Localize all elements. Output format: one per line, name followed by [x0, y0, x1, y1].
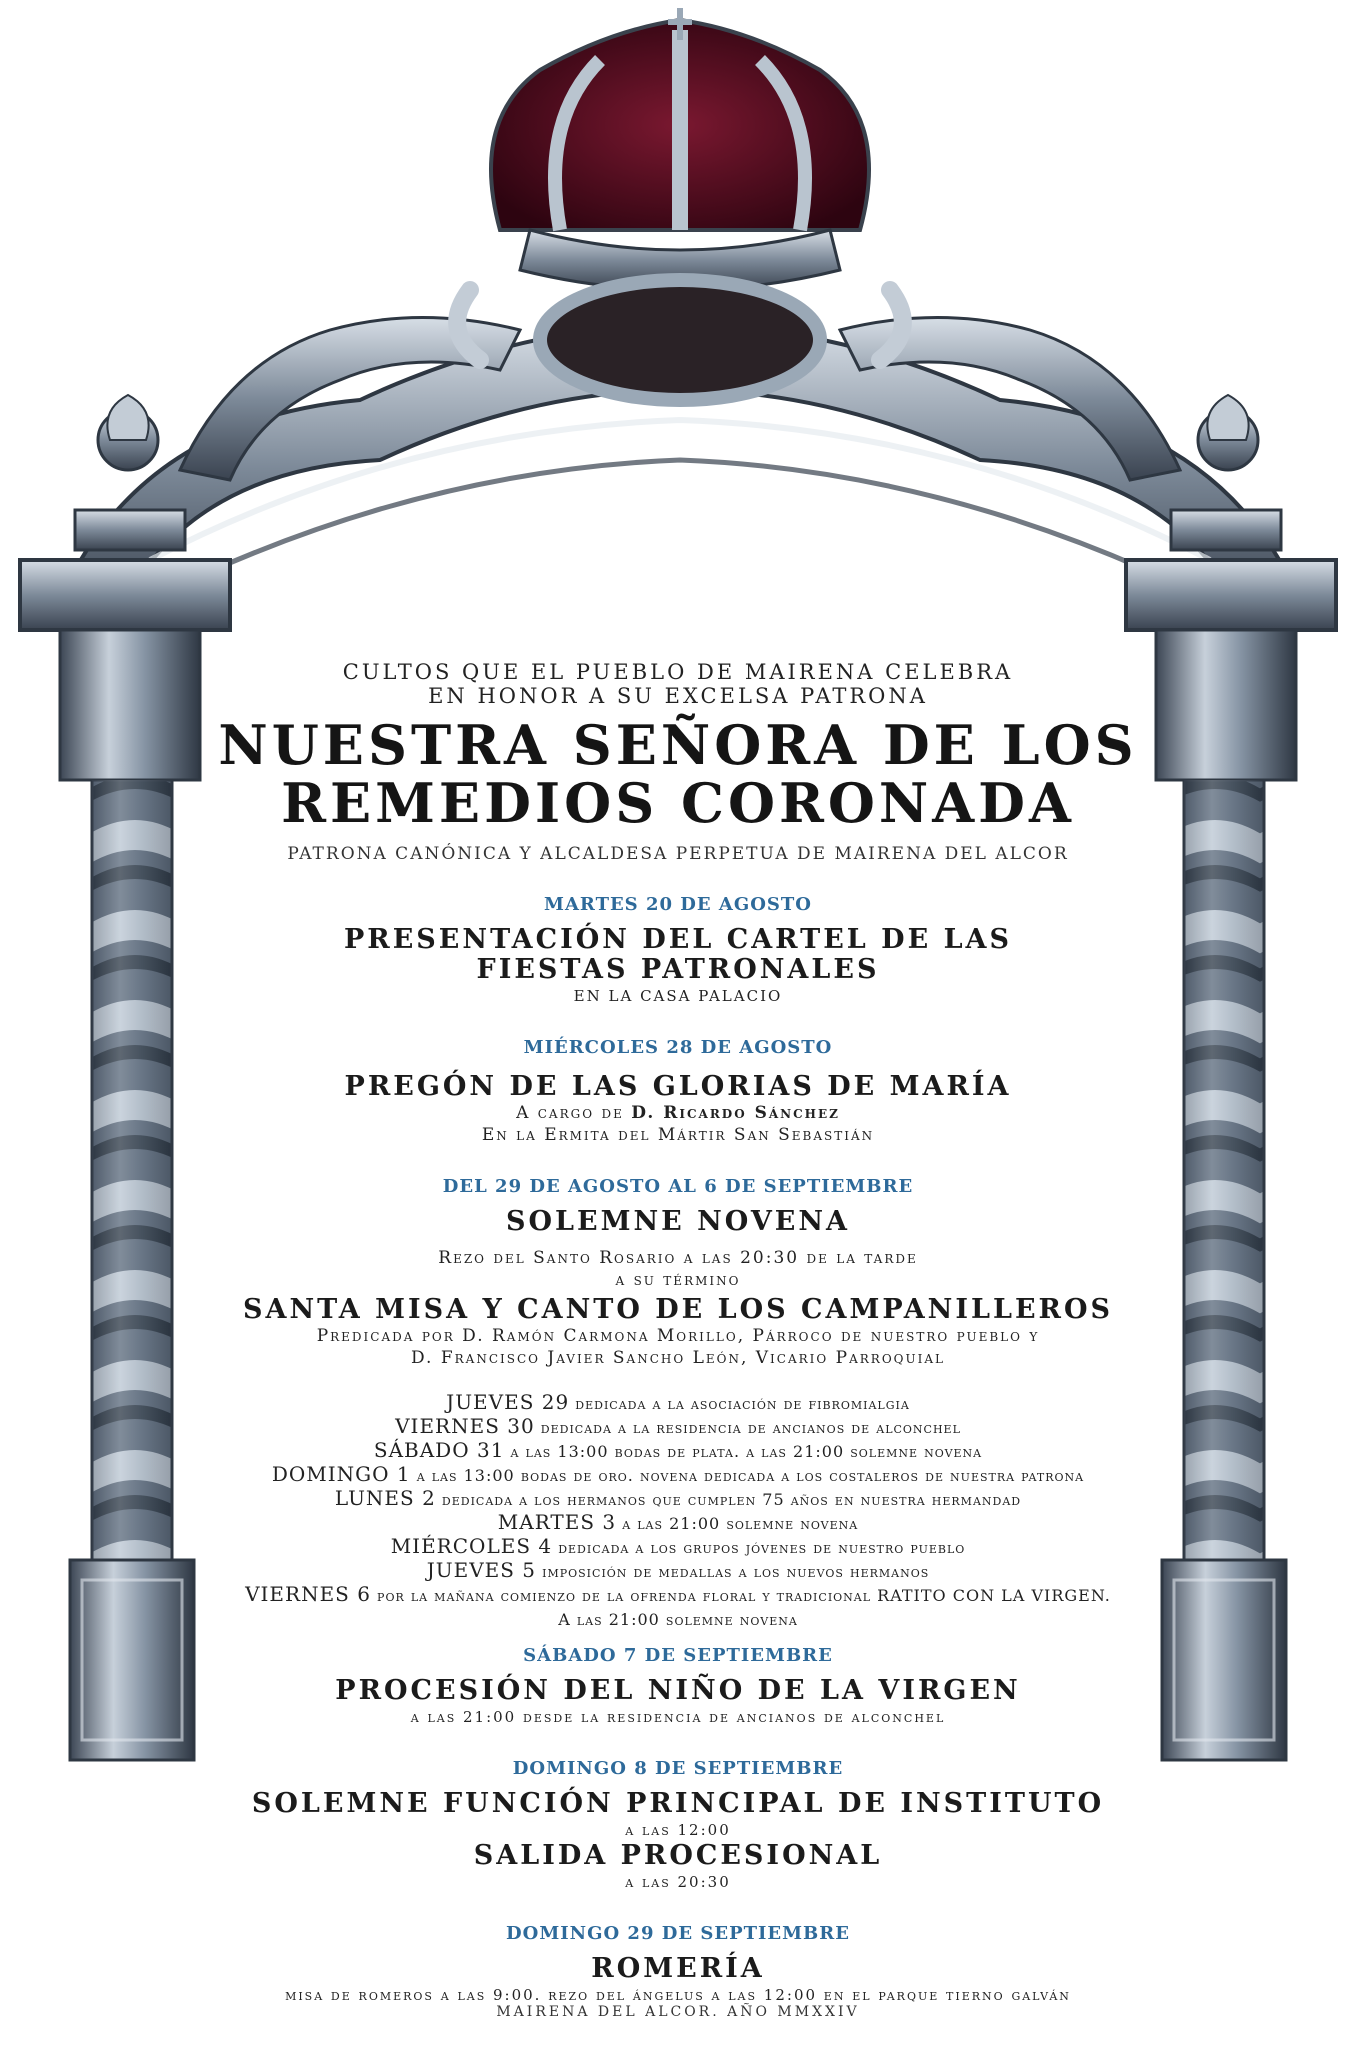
- event-detail: a las 21:00 desde la residencia de ancianos de alconchel: [410, 1708, 946, 1726]
- schedule-row: MARTES 3 a las 21:00 solemne novena: [497, 1510, 859, 1534]
- right-capital: [1126, 560, 1336, 630]
- schedule-row: VIERNES 6 por la mañana comienzo de la ofrenda floral y tradicional RATITO CON LA VIRGEN.: [245, 1582, 1111, 1606]
- event-detail: En la Ermita del Mártir San Sebastián: [481, 1125, 875, 1145]
- event-detail: EN LA CASA PALACIO: [573, 987, 783, 1005]
- event-time: a las 12:00: [625, 1821, 731, 1839]
- schedule-row: SÁBADO 31 a las 13:00 bodas de plata. a las 21:00 solemne novena: [373, 1438, 983, 1462]
- event-title: PREGÓN DE LAS GLORIAS DE MARÍA: [344, 1071, 1012, 1102]
- event-title: SOLEMNE FUNCIÓN PRINCIPAL DE INSTITUTO: [251, 1788, 1105, 1819]
- event-title: ROMERÍA: [591, 1953, 765, 1984]
- event-title: SOLEMNE NOVENA: [505, 1206, 850, 1237]
- schedule-row: LUNES 2 dedicada a los hermanos que cumplen 75 años en nuestra hermandad: [334, 1486, 1022, 1510]
- event-detail: misa de romeros a las 9:00. rezo del ángelus a las 12:00 en el parque tierno galván: [285, 1986, 1071, 2004]
- schedule-row: JUEVES 29 dedicada a la asociación de fibromialgia: [446, 1390, 910, 1414]
- event-date: MIÉRCOLES 28 DE AGOSTO: [523, 1037, 833, 1058]
- event-date: SÁBADO 7 DE SEPTIEMBRE: [523, 1645, 833, 1666]
- left-base: [70, 1560, 194, 1760]
- poster-content: [200, 660, 1156, 2006]
- subtitle: PATRONA CANÓNICA Y ALCALDESA PERPETUA DE MAIRENA DEL ALCOR: [287, 844, 1069, 864]
- novena-schedule: [200, 1391, 1156, 1631]
- event-date: DOMINGO 29 DE SEPTIEMBRE: [506, 1923, 850, 1944]
- event-detail: A cargo de D. Ricardo Sánchez: [516, 1103, 840, 1123]
- main-title-line-2: REMEDIOS CORONADA: [281, 771, 1075, 835]
- speaker-name: D. Ricardo Sánchez: [631, 1103, 840, 1123]
- event-title: PROCESIÓN DEL NIÑO DE LA VIRGEN: [335, 1675, 1021, 1706]
- event-detail: D. Francisco Javier Sancho León, Vicario Parroquial: [411, 1348, 945, 1368]
- event-date: DOMINGO 8 DE SEPTIEMBRE: [512, 1758, 844, 1779]
- right-base: [1162, 1560, 1286, 1760]
- event-detail: Predicada por D. Ramón Carmona Morillo, Párroco de nuestro pueblo y: [316, 1326, 1040, 1346]
- left-capital: [20, 560, 230, 630]
- schedule-row: MIÉRCOLES 4 dedicada a los grupos jóvenes de nuestro pueblo: [390, 1534, 966, 1558]
- event-date: MARTES 20 DE AGOSTO: [544, 894, 812, 915]
- event-detail: a su término: [615, 1270, 741, 1290]
- schedule-row: JUEVES 5 imposición de medallas a los nuevos hermanos: [426, 1558, 930, 1582]
- event-title: SALIDA PROCESIONAL: [473, 1840, 883, 1871]
- schedule-row: VIERNES 30 dedicada a la residencia de ancianos de alconchel: [395, 1414, 961, 1438]
- event-detail: Rezo del Santo Rosario a las 20:30 de la tarde: [438, 1248, 918, 1268]
- footer: MAIRENA DEL ALCOR. AÑO MMXXIV: [496, 2004, 860, 2020]
- intro-line-1: CULTOS QUE EL PUEBLO DE MAIRENA CELEBRA: [342, 660, 1014, 684]
- event-date: DEL 29 DE AGOSTO AL 6 DE SEPTIEMBRE: [442, 1176, 914, 1197]
- event-title: FIESTAS PATRONALES: [476, 954, 880, 985]
- intro-line-2: EN HONOR A SU EXCELSA PATRONA: [428, 684, 928, 708]
- event-title: SANTA MISA Y CANTO DE LOS CAMPANILLEROS: [243, 1294, 1113, 1325]
- schedule-row: DOMINGO 1 a las 13:00 bodas de oro. novena dedicada a los costaleros de nuestra patrona: [271, 1462, 1085, 1486]
- event-title: PRESENTACIÓN DEL CARTEL DE LAS: [343, 924, 1013, 955]
- main-title-line-1: NUESTRA SEÑORA DE LOS: [218, 713, 1138, 777]
- schedule-row: A las 21:00 solemne novena: [558, 1610, 798, 1629]
- event-time: a las 20:30: [625, 1873, 731, 1891]
